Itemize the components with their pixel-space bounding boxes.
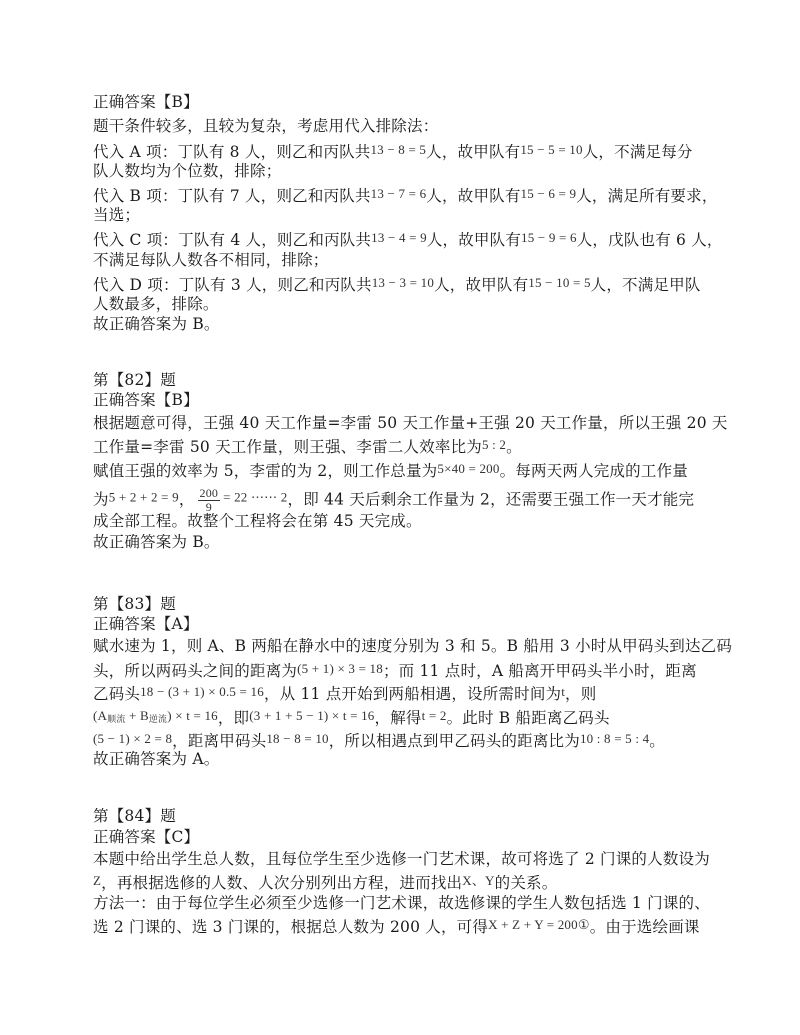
explanation-line: 代入 A 项：丁队有 8 人，则乙和丙队共13 − 8 = 5人，故甲队有15 − 5 = 10人，不满足每分 <box>93 142 693 161</box>
explanation-line: 不满足每队人数各不相同，排除； <box>93 251 329 269</box>
math-expression: 13 − 4 = 9 <box>371 230 427 245</box>
math-expression: = 22 ⋯⋯ 2 <box>223 489 288 505</box>
explanation-line: 成全部工程。故整个工程将会在第 45 天完成。 <box>93 512 422 530</box>
question-title: 第【83】题 <box>93 595 176 613</box>
math-expression: 5 + 2 + 2 = 9 <box>108 489 179 505</box>
correct-answer-line: 正确答案【A】 <box>93 615 199 633</box>
explanation-line: 代入 C 项：丁队有 4 人，则乙和丙队共13 − 4 = 9人，故甲队有15 − 9 = 6人，戊队也有 6 人， <box>93 230 723 249</box>
conclusion-line: 故正确答案为 B。 <box>93 533 220 551</box>
conclusion-line: 故正确答案为 B。 <box>93 315 220 333</box>
math-expression: 13 − 7 = 6 <box>370 186 427 201</box>
explanation-line: 代入 D 项：丁队有 3 人，则乙和丙队共13 − 3 = 10人，故甲队有15 − 10 = 5人，不满足甲队 <box>93 275 701 294</box>
math-expression: (3 + 1 + 5 − 1) × t = 16 <box>249 708 375 723</box>
explanation-line: 本题中给出学生总人数，且每位学生至少选修一门艺术课，故可将选了 2 门课的人数设为 <box>93 850 710 868</box>
math-expression: (5 + 1) × 3 = 18 <box>297 661 383 676</box>
math-expression: 18 − (3 + 1) × 0.5 = 16 <box>140 684 264 699</box>
correct-answer-line: 正确答案【C】 <box>93 828 200 846</box>
math-expression: 15 − 10 = 5 <box>528 275 591 290</box>
question-title: 第【84】题 <box>93 807 176 825</box>
correct-answer-line: 正确答案【B】 <box>93 391 199 409</box>
math-expression: 10 : 8 = 5 : 4 <box>579 731 650 746</box>
explanation-line: 为5 + 2 + 2 = 9， $\frac{200}{9}$ = 22 ⋯⋯ 2，即 44 天后剩余工作量为 2，还需要王强工作一天才能完 <box>93 486 695 514</box>
explanation-line: Z，再根据选修的人数、人次分别列出方程，进而找出X、Y的关系。 <box>93 873 558 892</box>
math-expression: $(A_{顺流} + B_{逆流}) \times t = 16$ <box>93 708 218 724</box>
explanation-line: 队人数均为个位数，排除； <box>93 162 282 180</box>
fraction: $\frac{200}{9}$ <box>199 486 219 514</box>
explanation-line: 选 2 门课的、选 3 门课的，根据总人数为 200 人，可得X + Z + Y = 200①。由于选绘画课 <box>93 917 700 936</box>
math-expression: 15 − 6 = 9 <box>520 186 577 201</box>
explanation-line: 代入 B 项：丁队有 7 人，则乙和丙队共13 − 7 = 6人，故甲队有15 − 6 = 9人，满足所有要求， <box>93 186 718 205</box>
conclusion-line: 故正确答案为 A。 <box>93 750 220 768</box>
explanation-line: 乙码头18 − (3 + 1) × 0.5 = 16，从 11 点开始到两船相遇，设所需时间为t，则 <box>93 684 597 703</box>
math-expression: 18 − 8 = 10 <box>266 731 329 746</box>
explanation-line: $(A_{顺流} + B_{逆流}) \times t = 16$，即(3 + 1 + 5 − 1) × t = 16，解得t = 2。此时 B 船距离乙码头 <box>93 708 610 727</box>
explanation-line: 当选； <box>93 206 141 224</box>
explanation-line: 方法一：由于每位学生必须至少选修一门艺术课，故选修课的学生人数包括选 1 门课的、 <box>93 894 710 912</box>
math-expression: (5 − 1) × 2 = 8 <box>93 731 173 746</box>
explanation-line: 根据题意可得，王强 40 天工作量=李雷 50 天工作量+王强 20 天工作量，所以王强 20 天 <box>93 414 728 432</box>
correct-answer-line: 正确答案【B】 <box>93 93 199 111</box>
math-expression: 5 : 2 <box>481 437 507 452</box>
question-title: 第【82】题 <box>93 371 176 389</box>
math-expression: X + Z + Y = 200① <box>488 917 590 932</box>
explanation-line: 工作量=李雷 50 天工作量，则王强、李雷二人效率比为5 : 2。 <box>93 437 522 456</box>
math-expression: X、Y <box>462 873 495 888</box>
explanation-line: 赋值王强的效率为 5，李雷的为 2，则工作总量为5×40 = 200。每两天两人完成的工作量 <box>93 461 688 480</box>
explanation-line: (5 − 1) × 2 = 8，距离甲码头18 − 8 = 10，所以相遇点到甲乙码头的距离比为10 : 8 = 5 : 4。 <box>93 731 665 750</box>
explanation-line: 人数最多，排除。 <box>93 295 219 313</box>
math-expression: 15 − 9 = 6 <box>521 230 577 245</box>
math-expression: 13 − 8 = 5 <box>370 142 427 157</box>
math-expression: t <box>561 684 566 699</box>
explanation-line: 题干条件较多，且较为复杂，考虑用代入排除法： <box>93 117 439 135</box>
math-expression: 5×40 = 200 <box>437 461 500 476</box>
explanation-line: 赋水速为 1，则 A、B 两船在静水中的速度分别为 3 和 5。B 船用 3 小时从甲码头到达乙码 <box>93 637 733 655</box>
math-expression: 13 − 3 = 10 <box>371 275 435 290</box>
math-expression: t = 2 <box>421 708 447 723</box>
math-expression: Z <box>93 873 102 888</box>
explanation-line: 头，所以两码头之间的距离为(5 + 1) × 3 = 18；而 11 点时，A 船离开甲码头半小时，距离 <box>93 661 697 680</box>
math-expression: 15 − 5 = 10 <box>520 142 583 157</box>
